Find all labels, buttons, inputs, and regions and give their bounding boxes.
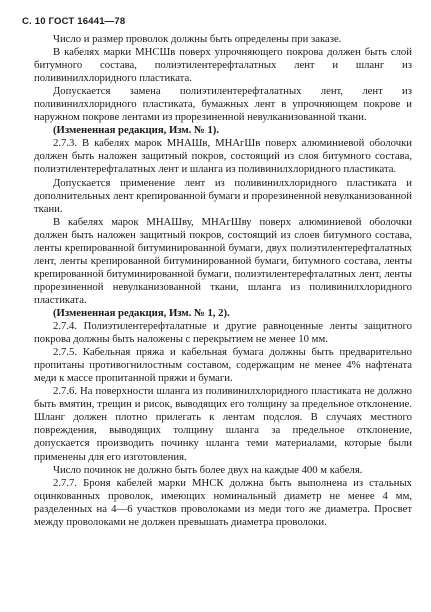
paragraph: Число и размер проволок должны быть определены при заказе. bbox=[53, 33, 342, 45]
paragraph: В кабелях марки МНСШв поверх упрочняющего покрова должен быть слой битумного состава, полиэтилентерефталатных лент и шланг из поливинилхлоридного пластиката. bbox=[34, 46, 412, 85]
paragraph: 2.7.6. На поверхности шланга из поливинилхлоридного пластиката не должно быть вмятин, трещин и рисок, выводящих его толщину за предельное отклонение. Шланг должен плотно прилегать к лентам подслоя. В случаях местного повреждения, выводящих толщину шланга за предельное отклонение, допускается производить починку шланга теми материалами, которые были применены для его изготовления. bbox=[34, 385, 412, 463]
paragraph: Допускается применение лент из поливинилхлоридного пластиката и дополнительных лент крепированной бумаги и прорезиненной невулканизованной ткани. bbox=[34, 176, 412, 215]
paragraph: 2.7.7. Броня кабелей марки МНСК должна быть выполнена из стальных оцинкованных проволок, имеющих номинальный диаметр не менее 4 мм, разделенных на 4—6 участков проволоками из меди того же диаметра. Просвет между проволоками не должен превышать диаметра проволоки. bbox=[34, 476, 412, 528]
amendment-note: (Измененная редакция, Изм. № 1). bbox=[53, 124, 220, 137]
paragraph: Число починок не должно быть более двух на каждые 400 м кабеля. bbox=[53, 463, 363, 476]
paragraph: 2.7.5. Кабельная пряжа и кабельная бумага должны быть предварительно пропитаны противогнилостным составом, содержащим не менее 4% нафтената меди к массе пропитанной пряжи и бумаги. bbox=[34, 346, 412, 385]
document-body bbox=[34, 33, 412, 529]
page-header: С. 10 ГОСТ 16441—78 bbox=[22, 16, 126, 27]
paragraph: В кабелях марок МНАШву, МНАгШву поверх алюминиевой оболочки должен быть наложен защитный покров, состоящий из слоев битумного состава, ленты крепированной битуминированной бумаги, двух полиэтилентерефталатных лент, ленты крепированной битуминированной бумаги, битумного состава, ленты крепированной битуминированной бумаги, полиэтилентерефталатных лент, ленты прорезиненной невулканизованной ткани, шланга из поливинилхлоридного пластиката. bbox=[34, 215, 412, 306]
amendment-note: (Измененная редакция, Изм. № 1, 2). bbox=[53, 306, 230, 319]
paragraph: Допускается замена полиэтилентерефталатных лент, лент из поливинилхлоридного пластиката, бумажных лент в упрочняющем покрове и наружном покрове лентами из прорезиненной невулканизованной ткани. bbox=[34, 85, 412, 124]
paragraph: 2.7.4. Полиэтилентерефталатные и другие равноценные ленты защитного покрова должны быть наложены с перекрытием не менее 10 мм. bbox=[34, 320, 412, 346]
paragraph: 2.7.3. В кабелях марок МНАШв, МНАгШв поверх алюминиевой оболочки должен быть наложен защитный покров, состоящий из слоя битумного состава, полиэтилентерефталатных лент и шланга из поливинилхлоридного пластиката. bbox=[34, 137, 412, 176]
